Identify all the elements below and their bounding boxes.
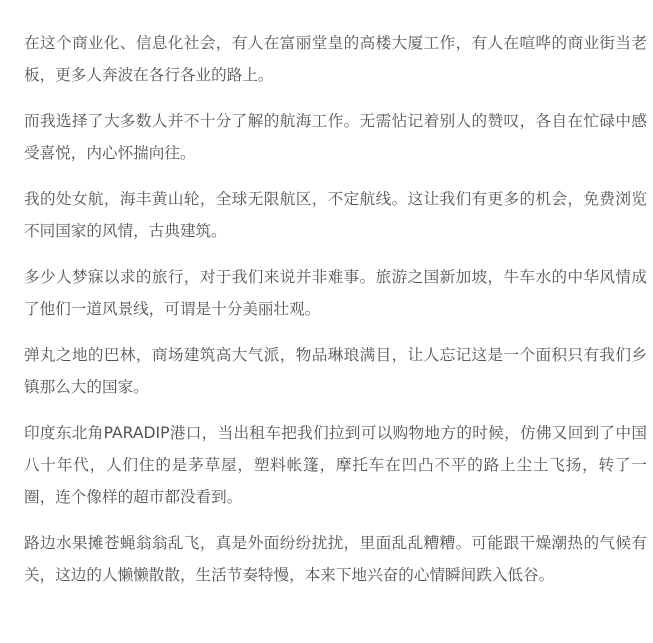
paragraph: 多少人梦寐以求的旅行，对于我们来说并非难事。旅游之国新加坡，牛车水的中华风情成了他们一道风景线，可谓是十分美丽壮观。 [24,268,647,318]
paragraph: 在这个商业化、信息化社会，有人在富丽堂皇的高楼大厦工作，有人在喧哗的商业街当老板，更多人奔波在各行各业的路上。 [24,34,647,84]
paragraph: 弹丸之地的巴林，商场建筑高大气派，物品琳琅满目，让人忘记这是一个面积只有我们乡镇那么大的国家。 [24,346,647,396]
paragraph: 路边水果摊苍蝇翁翁乱飞，真是外面纷纷扰扰，里面乱乱糟糟。可能跟干燥潮热的气候有关，这边的人懒懒散散，生活节奏特慢，本来下地兴奋的心情瞬间跌入低谷。 [24,534,647,584]
paragraph: 我的处女航，海丰黄山轮，全球无限航区，不定航线。这让我们有更多的机会，免费浏览不同国家的风情，古典建筑。 [24,190,647,240]
paragraph: 而我选择了大多数人并不十分了解的航海工作。无需怗记着别人的赞叹，各自在忙碌中感受喜悦，内心怀揣向往。 [24,112,647,162]
paragraph: 印度东北角PARADIP港口，当出租车把我们拉到可以购物地方的时候，仿佛又回到了中国八十年代，人们住的是茅草屋，塑料帐篷，摩托车在凹凸不平的路上尘土飞扬，转了一圈，连个像样的超市都没看到。 [24,424,647,506]
